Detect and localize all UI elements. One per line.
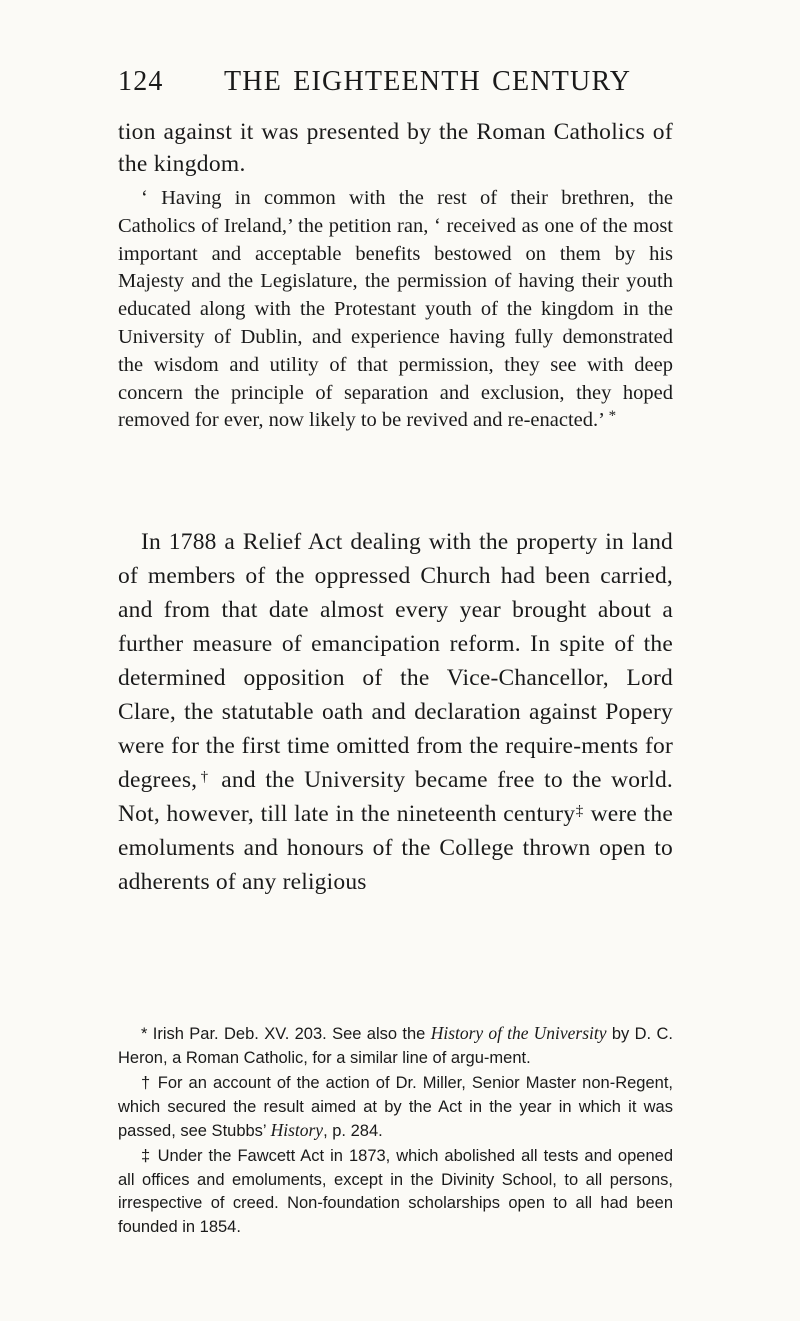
paragraph-relief-act-text-1: In 1788 a Relief Act dealing with the property in land of members of the oppressed Church had been carried, and from that date almost every year brought about a further measure of emancipation reform. In spite of the determined opposition of the Vice-Chancellor, Lord Clare, the statutable oath and declaration against Popery were for the first time omitted from the require-ments for degrees, [118, 529, 673, 793]
footnote-mark: ‡ [141, 1146, 152, 1165]
footnote-dagger [118, 1072, 673, 1144]
footnote-italic-title: History [270, 1120, 324, 1141]
footnote-ref-asterisk: * [608, 408, 617, 425]
footnote-asterisk [118, 1022, 673, 1070]
footnote-text: For an account of the action of Dr. Miller, Senior Master non-Regent, which secured the result aimed at by the Act in the year in which it was passed, see Stubbs’ [118, 1074, 673, 1141]
footnote-italic-title: History of the University [430, 1023, 607, 1043]
petition-quotation-text: ‘ Having in common with the rest of their brethren, the Catholics of Ireland,’ the petition ran, ‘ received as one of the most important and acceptable benefits bestowed on them by his Majesty and the Legislature, the permission of having their youth educated along with the Protestant youth of the kingdom in the University of Dublin, and experience having fully demonstrated the wisdom and utility of that permission, they see with deep concern the principle of separation and exclusion, they hoped removed for ever, now likely to be revived and re-enacted.’ [118, 187, 673, 432]
paragraph-continuation [118, 116, 673, 180]
footnote-double-dagger [118, 1145, 673, 1239]
footnote-text-end: , p. 284. [323, 1122, 383, 1141]
paragraph-continuation-text: tion against it was presented by the Roman Catholics of the kingdom. [118, 119, 673, 177]
footnotes [118, 1022, 673, 1239]
running-head [118, 62, 673, 102]
paragraph-relief-act [118, 525, 673, 899]
page-number: 124 [118, 66, 164, 97]
footnote-text-end: by D. C. Heron, a Roman Catholic, for a similar line of argu-ment. [118, 1025, 673, 1067]
chapter-title: THE EIGHTEENTH CENTURY [224, 66, 632, 97]
footnote-ref-double-dagger: ‡ [575, 803, 584, 819]
footnote-text: Under the Fawcett Act in 1873, which abolished all tests and opened all offices and emoluments, except in the Divinity School, to all persons, irrespective of creed. Non-foundation scholarships open to all had been founded in 1854. [118, 1146, 673, 1236]
paragraph-relief-act-text-2: and the University became free to the world. Not, however, till late in the nineteenth century [118, 767, 673, 827]
petition-quotation [118, 185, 673, 435]
footnote-ref-dagger: † [197, 769, 212, 785]
paragraph-relief-act-text-3: were the emoluments and honours of the College thrown open to adherents of any religious [118, 801, 673, 895]
footnote-text: Irish Par. Deb. XV. 203. See also the [147, 1025, 431, 1043]
footnote-mark: † [141, 1074, 152, 1093]
footnote-mark: * [141, 1025, 148, 1043]
